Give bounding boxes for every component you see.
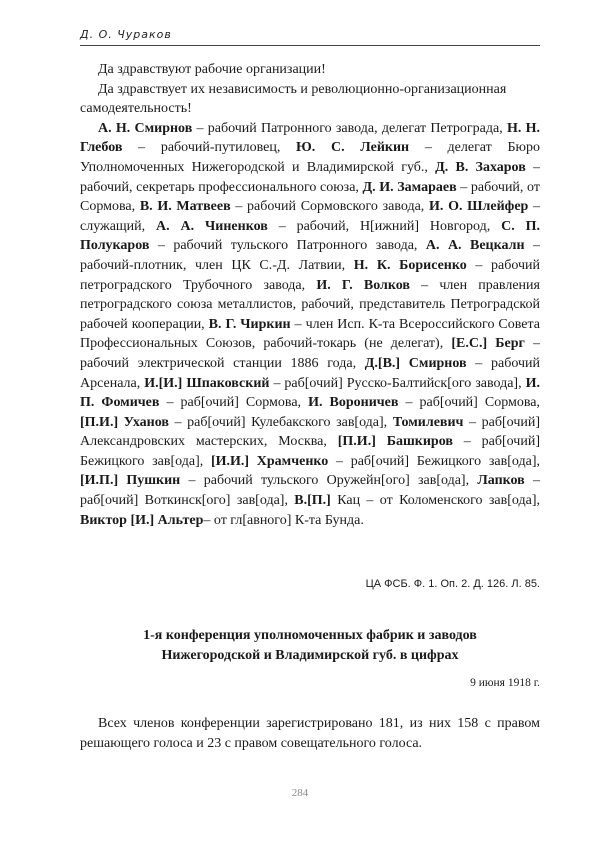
signer-name: И. П. Фомичев (80, 375, 540, 411)
running-head-author: Д. О. Чураков (80, 28, 172, 41)
document-date: 9 июня 1918 г. (470, 677, 540, 689)
signer-name: Д.[В.] Смирнов (364, 355, 467, 371)
section-title-line-1: 1-я конференция уполномоченных фабрик и заводов (143, 628, 477, 643)
signer-name: С. П. Полукаров (80, 218, 540, 254)
signer-desc: Кац – от Коломенского зав[ода], (330, 493, 540, 509)
signer-desc: – раб[очий] Александровских мастерских, Москва, (80, 414, 541, 450)
signer (80, 513, 364, 528)
signer-desc: – рабочий, секретарь профессионального союза, (80, 159, 540, 195)
signer-name: [И.И.] Храмченко (210, 453, 329, 469)
signatories-paragraph (80, 119, 540, 530)
signer-name: Н. Н. Глебов (80, 120, 541, 156)
signer-name: [П.И.] Уханов (80, 414, 169, 430)
signer-name: А. Н. Смирнов (98, 120, 193, 136)
signer-desc: – рабочий, от Сормова, (80, 179, 540, 215)
signer (294, 493, 540, 508)
signer-desc: – делегат Бюро Уполномоченных Нижегородской и Владимирской губ., (80, 140, 540, 175)
signer-desc: – рабочий Арсенала, (80, 355, 540, 391)
signer-name: Лапков (477, 473, 525, 489)
signer-desc: – рабочий Патронного завода, делегат Петрограда, (192, 120, 507, 136)
section-title-line-2: Нижегородской и Владимирской губ. в цифрах (161, 648, 459, 663)
signer-desc: – служащий, (80, 199, 541, 234)
signer-desc: – раб[очий] Кулебакского зав[ода], (168, 414, 393, 430)
signer-desc: – раб[очий] Бежицкого зав[ода], (328, 453, 540, 469)
signer-desc: – раб[очий] Воткинск[ого] зав[ода], (80, 473, 540, 509)
signer-name: Д. И. Замараев (362, 179, 457, 195)
slogan-1: Да здравствуют рабочие организации! (98, 62, 326, 77)
main-text (80, 60, 540, 530)
signer-desc: – рабочий петроградского Трубочного завода, (80, 257, 541, 293)
signer-name: [П.И.] Башкиров (337, 434, 453, 450)
signer-name: Д. В. Захаров (435, 159, 526, 175)
signer (308, 395, 540, 410)
signer-desc: – рабочий Сормовского завода, (230, 199, 429, 215)
slogan-2: Да здравствует их независимость и революционно-организационная самодеятельность! (80, 81, 507, 117)
signer-name: Ю. С. Лейкин (296, 140, 410, 156)
archive-reference: ЦА ФСБ. Ф. 1. Оп. 2. Д. 126. Л. 85. (365, 578, 540, 590)
signer-name: И. Вороничев (308, 395, 399, 411)
signer-name: Томилевич (392, 414, 464, 430)
signer-desc: – член Исп. К-та Всероссийского Совета Профессиональных Союзов, рабочий-токарь (не делегат), (80, 316, 541, 352)
signer-name: И. О. Шлейфер (429, 199, 529, 215)
signer-name: [И.П.] Пушкин (80, 473, 181, 489)
signer-name: В. И. Матвеев (139, 199, 231, 215)
section-body: Всех членов конференции зарегистрировано 181, из них 158 с правом решающего голоса и 23 с правом совещательного голоса. (80, 716, 540, 751)
signer-name: Н. К. Борисенко (353, 257, 467, 273)
section-title (80, 626, 540, 666)
signer-desc: – член правления петроградского союза металлистов, рабочий, представитель Петроградской рабочей кооперации, (80, 277, 540, 332)
signer-name: В. Г. Чиркин (208, 316, 291, 332)
signer-desc: – рабочий, Н[ижний] Новгород, (267, 218, 502, 234)
page-number: 284 (291, 787, 309, 799)
signer-name: В.[П.] (294, 493, 331, 509)
signer-desc: – рабочий электрической станции 1886 года, (80, 336, 541, 371)
signer-desc: – рабочий тульского Патронного завода, (149, 238, 426, 254)
signer-desc: – раб[очий] Сормова, (159, 395, 309, 411)
signer-desc: – рабочий-путиловец, (122, 140, 297, 156)
signer-name: Виктор [И.] Альтер (80, 512, 204, 528)
signer-desc: – рабочий тульского Оружейн[ого] зав[ода], (180, 473, 478, 489)
signer (140, 199, 429, 214)
signer-desc: – раб[очий] Русско-Балтийск[ого завода], (269, 375, 526, 391)
signer-desc: – раб[очий] Бежицкого зав[ода], (80, 434, 540, 469)
signer-desc: – раб[очий] Сормова, (398, 395, 541, 411)
signer (98, 121, 507, 136)
signer (144, 376, 525, 391)
signer (80, 473, 477, 488)
signer (156, 219, 501, 234)
signer-desc: – рабочий-плотник, член ЦК С.-Д. Латвии, (80, 238, 540, 273)
signer-name: А. А. Вецкалн (425, 238, 525, 254)
signer (211, 454, 540, 469)
running-header (80, 25, 540, 46)
signer (80, 415, 393, 430)
signer-name: И.[И.] Шпаковский (144, 375, 270, 391)
signer-name: [Е.С.] Берг (451, 336, 525, 352)
signer-name: А. А. Чиненков (156, 218, 268, 234)
signer-desc: – от гл[авного] К-та Бунда. (203, 512, 364, 528)
signer-name: И. Г. Волков (316, 277, 410, 293)
